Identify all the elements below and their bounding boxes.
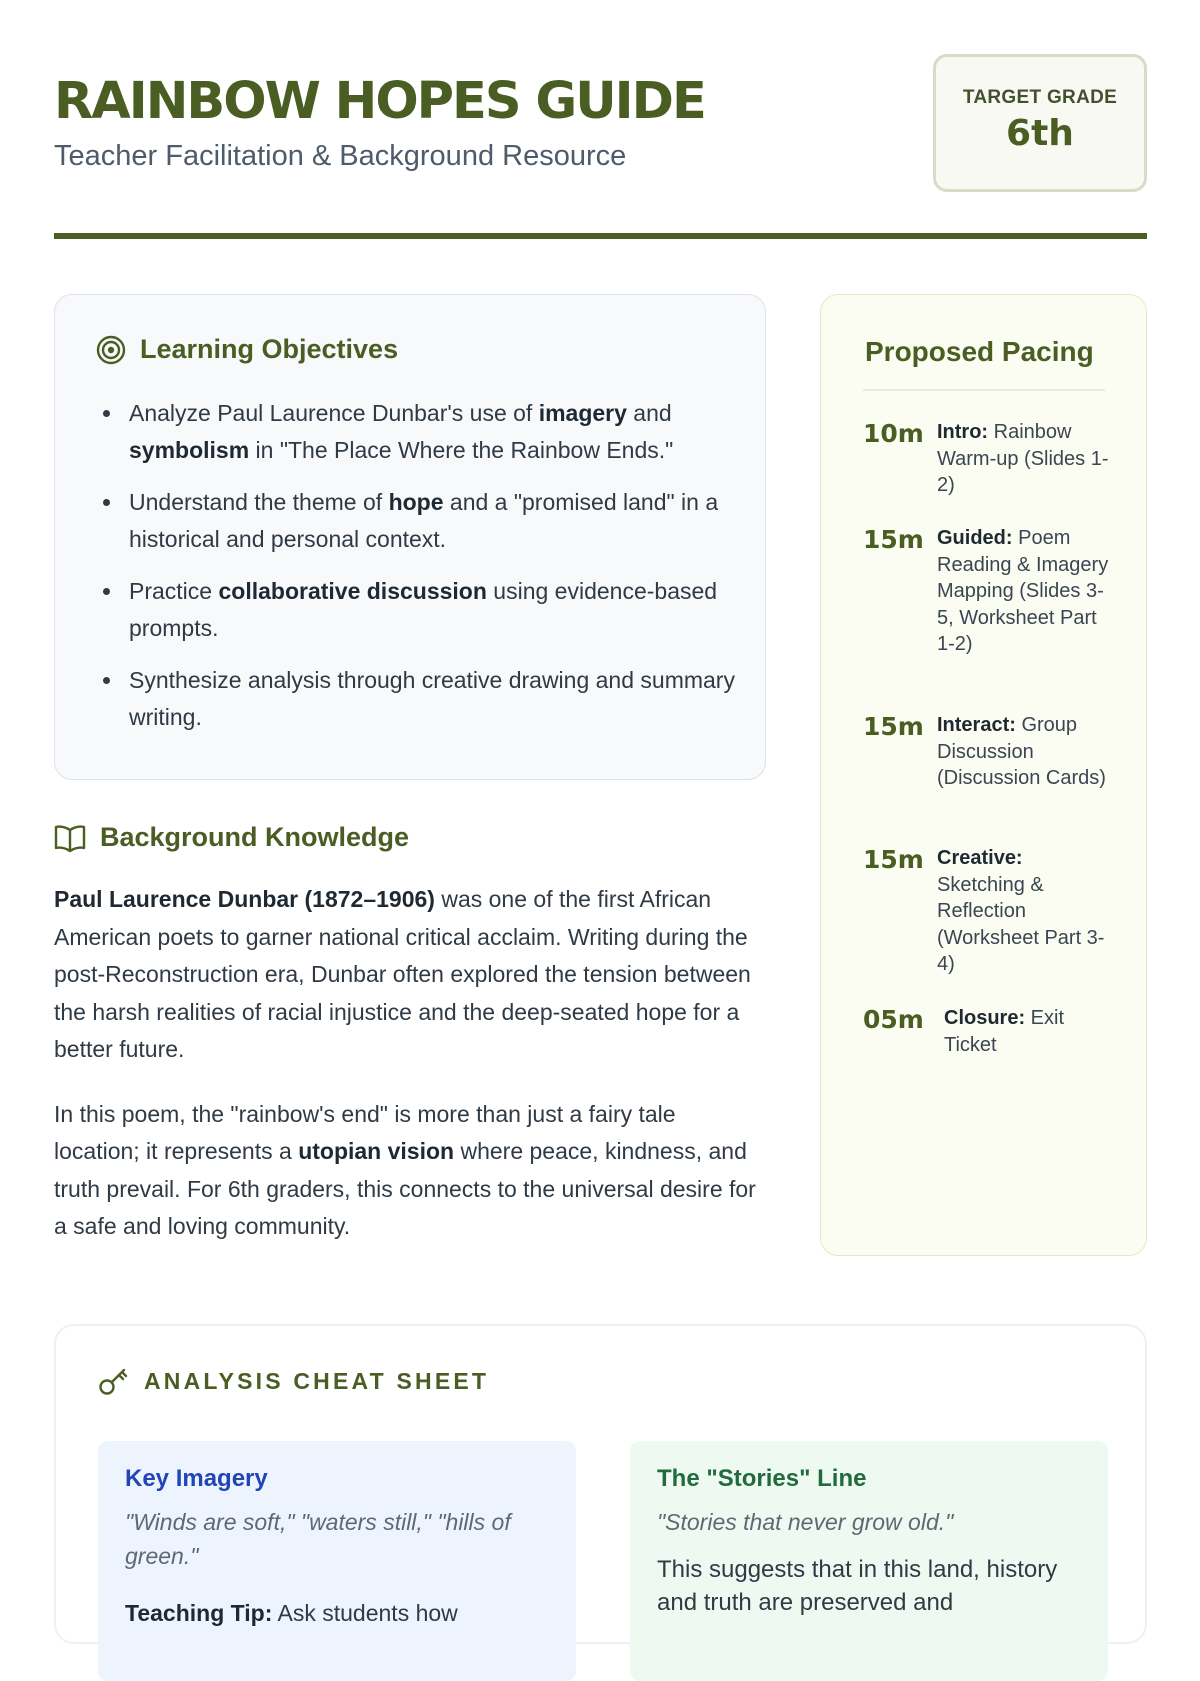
learning-objectives-heading (96, 334, 398, 365)
page-title: RAINBOW HOPES GUIDE (54, 72, 705, 131)
card-quote: "Stories that never grow old." (657, 1509, 954, 1535)
pacing-time: 05m (863, 1005, 924, 1034)
key-icon (98, 1366, 130, 1396)
proposed-pacing-panel (820, 294, 1147, 1256)
cheat-sheet-heading (98, 1366, 489, 1396)
card-title: The "Stories" Line (657, 1465, 867, 1492)
pacing-time: 10m (863, 419, 924, 448)
background-knowledge-heading (54, 822, 766, 853)
header-divider (54, 233, 1147, 239)
book-open-icon (54, 824, 86, 852)
pacing-description: Interact: Group Discussion (Discussion Cards) (937, 714, 1106, 790)
card-body: This suggests that in this land, history and truth are preserved and (657, 1556, 1058, 1616)
objectives-list (129, 395, 739, 751)
pacing-description: Closure: Exit Ticket (944, 1007, 1065, 1056)
target-icon (96, 335, 126, 365)
list-item: Synthesize analysis through creative drawing and summary writing. (129, 662, 739, 736)
card-title: Key Imagery (125, 1465, 268, 1492)
card-quote: "Winds are soft," "waters still," "hills of green." (125, 1509, 511, 1569)
background-paragraph: In this poem, the "rainbow's end" is more than just a fairy tale location; it represents a utopian vision where peace, kindness, and truth prevail. For 6th graders, this connects to the universal desire for a safe and loving community. (54, 1100, 756, 1239)
pacing-description: Intro: Rainbow Warm-up (Slides 1-2) (937, 421, 1109, 497)
background-knowledge-title: Background Knowledge (100, 822, 410, 852)
pacing-item (863, 845, 1109, 978)
learning-objectives-panel (54, 294, 766, 780)
pacing-item (863, 419, 1109, 499)
pacing-divider (863, 389, 1105, 391)
target-grade-label: TARGET GRADE (962, 87, 1118, 108)
pacing-item (863, 712, 1109, 792)
proposed-pacing-title: Proposed Pacing (865, 336, 1094, 367)
key-imagery-card (98, 1441, 576, 1681)
cheat-sheet-title: ANALYSIS CHEAT SHEET (144, 1367, 490, 1394)
page-subtitle: Teacher Facilitation & Background Resource (54, 140, 627, 172)
list-item: Practice collaborative discussion using evidence-based prompts. (129, 573, 739, 647)
pacing-description: Guided: Poem Reading & Imagery Mapping (Slides 3-5, Worksheet Part 1-2) (937, 527, 1109, 656)
stories-line-card (630, 1441, 1108, 1681)
pacing-time: 15m (863, 845, 924, 874)
teaching-tip: Teaching Tip: Ask students how (125, 1600, 458, 1626)
pacing-item (863, 525, 1109, 658)
list-item: Understand the theme of hope and a "promised land" in a historical and personal context. (129, 484, 739, 558)
analysis-cheat-sheet (54, 1324, 1147, 1644)
background-paragraph: Paul Laurence Dunbar (1872–1906) was one of the first African American poets to garner national critical acclaim. Writing during the post-Reconstruction era, Dunbar often explored the tension between the harsh realities of racial injustice and the deep-seated hope for a better future. (54, 886, 751, 1062)
target-grade-badge (933, 54, 1147, 192)
target-grade-value: 6th (1006, 113, 1074, 154)
pacing-time: 15m (863, 712, 924, 741)
pacing-item (863, 1005, 1084, 1058)
pacing-description: Creative: Sketching & Reflection (Worksheet Part 3-4) (937, 847, 1105, 976)
background-knowledge-section (54, 822, 766, 1246)
pacing-time: 15m (863, 525, 924, 554)
list-item: Analyze Paul Laurence Dunbar's use of imagery and symbolism in "The Place Where the Rainbow Ends." (129, 395, 739, 469)
learning-objectives-title: Learning Objectives (140, 334, 399, 364)
header (54, 54, 1147, 244)
